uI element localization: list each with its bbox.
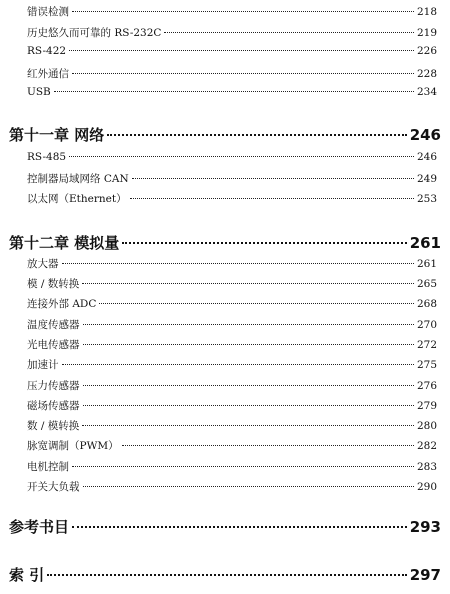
- leader-dots: [83, 405, 414, 406]
- toc-entry[interactable]: [27, 86, 437, 98]
- toc-entry[interactable]: [27, 276, 437, 291]
- index-title: 索 引: [9, 566, 45, 584]
- toc-entry-title: USB: [27, 86, 51, 98]
- leader-dots: [122, 445, 414, 446]
- toc-entry[interactable]: [27, 337, 437, 352]
- toc-entry-page: 275: [416, 359, 437, 371]
- toc-entry[interactable]: [27, 256, 437, 271]
- toc-entry-title: 放大器: [27, 258, 59, 270]
- toc-entry-page: 253: [416, 193, 437, 205]
- toc-entry-page: 246: [416, 151, 437, 163]
- toc-entry[interactable]: [27, 296, 437, 311]
- bibliography-heading[interactable]: [9, 516, 441, 537]
- leader-dots: [69, 50, 414, 51]
- toc-entry[interactable]: [27, 4, 437, 19]
- toc-entry-title: 加速计: [27, 359, 59, 371]
- toc-entry-title: 错误检测: [27, 6, 69, 18]
- toc-entry[interactable]: [27, 191, 437, 206]
- leader-dots: [82, 425, 414, 426]
- toc-entry-page: 270: [416, 319, 437, 331]
- toc-entry-page: 219: [416, 27, 437, 39]
- toc-entry-title: 电机控制: [27, 461, 69, 473]
- leader-dots: [99, 303, 414, 304]
- leader-dots: [62, 263, 414, 264]
- chapter-page: 261: [409, 234, 441, 252]
- toc-entry[interactable]: [27, 317, 437, 332]
- toc-entry[interactable]: [27, 357, 437, 372]
- leader-dots: [82, 283, 414, 284]
- toc-entry-title: 控制器局域网络 CAN: [27, 173, 129, 185]
- leader-dots: [164, 32, 414, 33]
- toc-entry-page: 226: [416, 45, 437, 57]
- toc-entry[interactable]: [27, 398, 437, 413]
- toc-entry[interactable]: [27, 418, 437, 433]
- index-page: 297: [409, 566, 441, 584]
- leader-dots: [132, 178, 414, 179]
- leader-dots: [130, 198, 414, 199]
- toc-entry-page: 218: [416, 6, 437, 18]
- toc-entry[interactable]: [27, 438, 437, 453]
- toc-entry-title: 模 / 数转换: [27, 278, 80, 290]
- toc-entry-title: RS-485: [27, 151, 67, 163]
- toc-entry-page: 249: [416, 173, 437, 185]
- toc-entry-page: 280: [416, 420, 437, 432]
- toc-entry-page: 276: [416, 380, 437, 392]
- toc-entry-page: 290: [416, 481, 437, 493]
- toc-entry-title: 压力传感器: [27, 380, 80, 392]
- toc-entry-title: 光电传感器: [27, 339, 80, 351]
- toc-entry-title: 磁场传感器: [27, 400, 80, 412]
- toc-entry-title: RS-422: [27, 45, 67, 57]
- leader-dots: [62, 364, 414, 365]
- leader-dots: [69, 156, 414, 157]
- leader-dots: [107, 134, 406, 136]
- bibliography-title: 参考书目: [9, 518, 70, 536]
- toc-entry-title: 历史悠久而可靠的 RS-232C: [27, 27, 162, 39]
- leader-dots: [83, 324, 414, 325]
- leader-dots: [122, 242, 406, 244]
- toc-entry[interactable]: [27, 25, 437, 40]
- chapter-heading[interactable]: [9, 232, 441, 253]
- leader-dots: [72, 11, 414, 12]
- toc-entry-page: 234: [416, 86, 437, 98]
- toc-entry-title: 数 / 模转换: [27, 420, 80, 432]
- toc-entry-page: 272: [416, 339, 437, 351]
- leader-dots: [72, 73, 414, 74]
- toc-entry[interactable]: [27, 459, 437, 474]
- leader-dots: [83, 486, 414, 487]
- toc-entry[interactable]: [27, 378, 437, 393]
- toc-entry[interactable]: [27, 45, 437, 57]
- toc-entry-title: 脉宽调制（PWM）: [27, 440, 119, 452]
- toc-entry[interactable]: [27, 479, 437, 494]
- toc-entry-page: 282: [416, 440, 437, 452]
- leader-dots: [83, 385, 414, 386]
- toc-entry-title: 连接外部 ADC: [27, 298, 97, 310]
- toc-entry-page: 261: [416, 258, 437, 270]
- chapter-heading[interactable]: [9, 124, 441, 145]
- chapter-title: 第十二章 模拟量: [9, 234, 120, 252]
- leader-dots: [72, 466, 414, 467]
- leader-dots: [72, 526, 407, 528]
- toc-entry-page: 268: [416, 298, 437, 310]
- leader-dots: [54, 91, 414, 92]
- toc-entry-title: 红外通信: [27, 68, 69, 80]
- toc-entry-page: 283: [416, 461, 437, 473]
- toc-entry-title: 温度传感器: [27, 319, 80, 331]
- leader-dots: [47, 574, 406, 576]
- toc-entry[interactable]: [27, 151, 437, 163]
- chapter-page: 246: [409, 126, 441, 144]
- toc-entry-title: 以太网（Ethernet）: [27, 193, 127, 205]
- toc-entry-title: 开关大负载: [27, 481, 80, 493]
- chapter-title: 第十一章 网络: [9, 126, 105, 144]
- toc-entry-page: 265: [416, 278, 437, 290]
- leader-dots: [83, 344, 414, 345]
- toc-entry[interactable]: [27, 171, 437, 186]
- index-heading[interactable]: [9, 564, 441, 585]
- toc-entry-page: 228: [416, 68, 437, 80]
- toc-entry-page: 279: [416, 400, 437, 412]
- toc-entry[interactable]: [27, 66, 437, 81]
- bibliography-page: 293: [409, 518, 441, 536]
